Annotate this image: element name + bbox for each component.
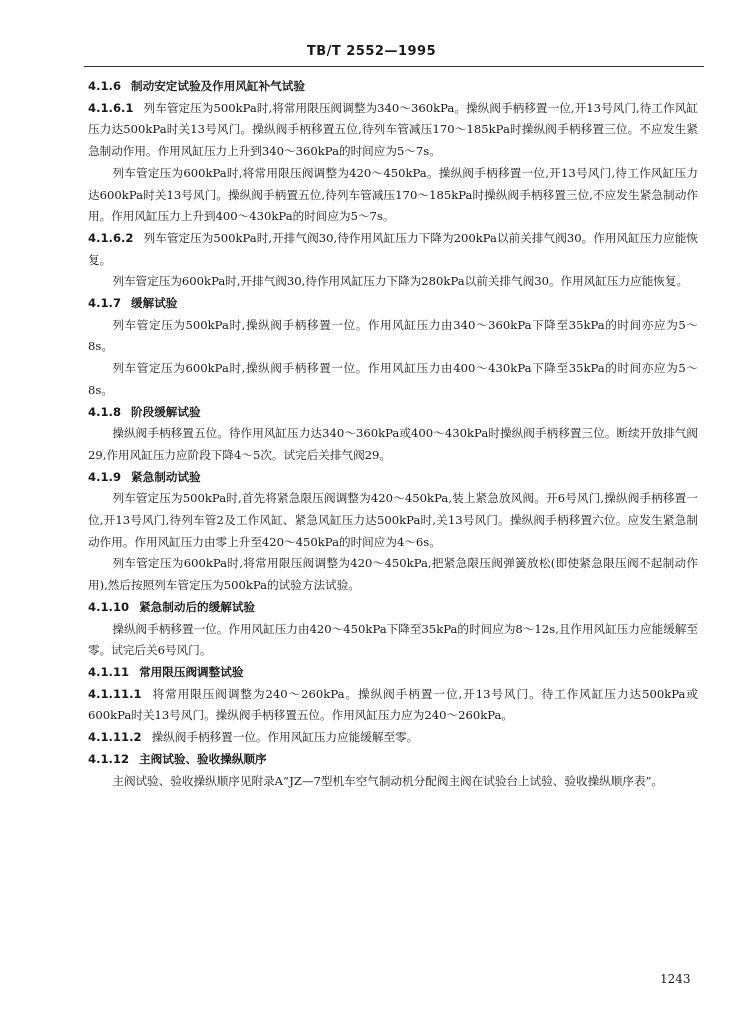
paragraph-text: 操纵阀手柄移置一位。作用风缸压力应能缓解至零。 bbox=[151, 730, 419, 745]
paragraph: 列车管定压为500kPa时,首先将紧急限压阀调整为420～450kPa,装上紧急放风阀。开6号风门,操纵阀手柄移置一位,开13号风门,待列车管2及工作风缸、紧急风缸压力达500kPa时,关13号风门。操纵阀手柄移置六位。应发生紧急制动作用。作用风缸压力由零上升至420～450kPa的时间应为4～6s。 bbox=[88, 491, 698, 549]
page-number: 1243 bbox=[660, 972, 691, 986]
section-heading: 紧急制动后的缓解试验 bbox=[139, 599, 256, 614]
section-heading: 阶段缓解试验 bbox=[131, 404, 201, 419]
section-number: 4.1.8 bbox=[88, 404, 122, 419]
header-rule bbox=[84, 66, 704, 67]
paragraph-text: 列车管定压为500kPa时,将常用限压阀调整为340～360kPa。操纵阀手柄移置一位,开13号风门,待工作风缸压力达500kPa时关13号风门。操纵阀手柄移置五位,待列车管减压170～185kPa时操纵阀手柄移置三位。不应发生紧急制动作用。作用风缸压力上升到340～360kPa的时间应为5～7s。 bbox=[88, 100, 698, 159]
paragraph-text: 将常用限压阀调整为240～260kPa。操纵阀手柄置一位,开13号风门。待工作风缸压力达500kPa或600kPa时关13号风门。操纵阀手柄移置五位。作用风缸压力应为240～260kPa。 bbox=[88, 686, 698, 723]
paragraph: 主阀试验、验收操纵顺序见附录A“JZ—7型机车空气制动机分配阀主阀在试验台上试验、验收操纵顺序表”。 bbox=[112, 773, 664, 788]
section-number: 4.1.12 bbox=[88, 751, 130, 766]
section-4-1-7 bbox=[88, 293, 698, 315]
section-number: 4.1.11 bbox=[88, 664, 130, 679]
clause-4-1-6-1 bbox=[88, 98, 698, 163]
section-number: 4.1.11.2 bbox=[88, 730, 142, 745]
section-4-1-11 bbox=[88, 662, 698, 684]
section-heading: 紧急制动试验 bbox=[131, 469, 201, 484]
clause-4-1-11-2 bbox=[88, 727, 698, 749]
clause-4-1-11-1 bbox=[88, 684, 698, 727]
section-number: 4.1.11.1 bbox=[88, 686, 142, 701]
section-4-1-8 bbox=[88, 402, 698, 424]
section-number: 4.1.10 bbox=[88, 599, 130, 614]
paragraph-text: 列车管定压为500kPa时,开排气阀30,待作用风缸压力下降为200kPa以前关排气阀30。作用风缸压力应能恢复。 bbox=[88, 230, 698, 267]
clause-4-1-6-2 bbox=[88, 228, 698, 271]
section-heading: 主阀试验、验收操纵顺序 bbox=[139, 751, 267, 766]
section-number: 4.1.7 bbox=[88, 296, 122, 311]
section-4-1-10 bbox=[88, 597, 698, 619]
section-4-1-12 bbox=[88, 749, 698, 771]
section-heading: 缓解试验 bbox=[131, 296, 178, 311]
section-heading: 制动安定试验及作用风缸补气试验 bbox=[131, 79, 305, 93]
paragraph: 操纵阀手柄移置五位。待作用风缸压力达340～360kPa或400～430kPa时操纵阀手柄移置三位。断续开放排气阀29,作用风缸压力应阶段下降4～5次。试完后关排气阀29。 bbox=[88, 426, 698, 462]
section-number: 4.1.6 bbox=[88, 79, 122, 93]
paragraph: 列车管定压为500kPa时,操纵阀手柄移置一位。作用风缸压力由340～360kPa下降至35kPa的时间亦应为5～8s。 bbox=[88, 317, 698, 354]
section-4-1-6 bbox=[88, 76, 698, 98]
section-4-1-9 bbox=[88, 467, 698, 489]
section-number: 4.1.9 bbox=[88, 469, 122, 484]
paragraph: 操纵阀手柄移置一位。作用风缸压力由420～450kPa下降至35kPa的时间应为8～12s,且作用风缸压力应能缓解至零。试完后关6号风门。 bbox=[88, 621, 698, 658]
section-heading: 常用限压阀调整试验 bbox=[139, 664, 244, 679]
section-number: 4.1.6.2 bbox=[88, 230, 134, 245]
paragraph: 列车管定压为600kPa时,开排气阀30,待作用风缸压力下降为280kPa以前关排气阀30。作用风缸压力应能恢复。 bbox=[112, 274, 689, 289]
section-number: 4.1.6.1 bbox=[88, 100, 134, 115]
paragraph: 列车管定压为600kPa时,将常用限压阀调整为420～450kPa,把紧急限压阀弹簧放松(即使紧急限压阀不起制动作用),然后按照列车管定压为500kPa的试验方法试验。 bbox=[88, 556, 698, 593]
page-header: TB/T 2552—1995 bbox=[306, 44, 437, 59]
paragraph: 列车管定压为600kPa时,将常用限压阀调整为420～450kPa。操纵阀手柄移置一位,开13号风门,待工作风缸压力达600kPa时关13号风门。操纵阀手柄置五位,待列车管减压170～185kPa时操纵阀手柄移置三位,不应发生紧急制动作用。作用风缸压力上升到400～430kPa的时间应为5～7s。 bbox=[88, 165, 698, 224]
paragraph: 列车管定压为600kPa时,操纵阀手柄移置一位。作用风缸压力由400～430kPa下降至35kPa的时间亦应为5～8s。 bbox=[88, 361, 698, 397]
document-body bbox=[88, 76, 698, 792]
